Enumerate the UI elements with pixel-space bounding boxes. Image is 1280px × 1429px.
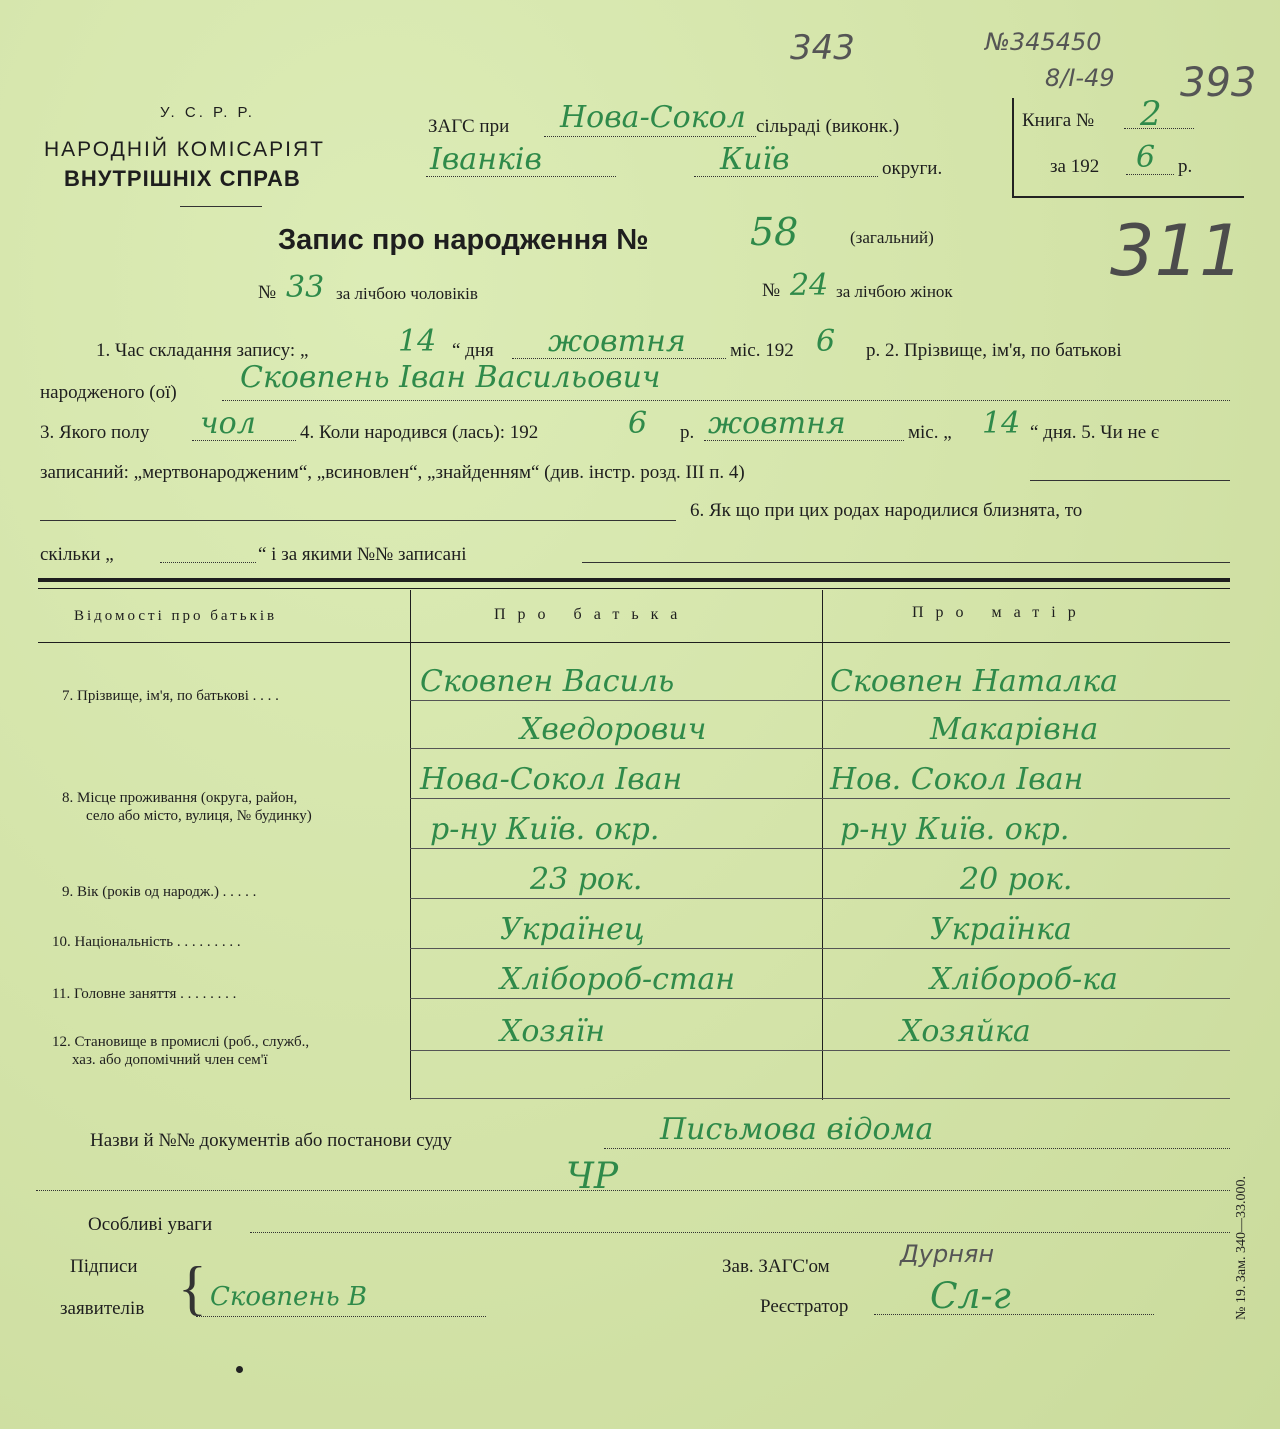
row-line: [410, 848, 1230, 849]
row-line: [410, 798, 1230, 799]
male-count-label: за лічбою чоловіків: [336, 284, 478, 303]
record-number-value: 58: [750, 210, 799, 254]
book-label: Книга №: [1022, 110, 1095, 131]
field4-day-value: 14: [982, 406, 1021, 441]
table-header-mother: Про матір: [912, 604, 1088, 621]
documents-line-2: [36, 1190, 1230, 1191]
documents-label: Назви й №№ документів або постанови суду: [90, 1130, 452, 1151]
head-label: Зав. ЗАГС'ом: [722, 1256, 830, 1277]
row12-label-2: хаз. або допомічний член сем'ї: [72, 1052, 268, 1068]
header-divider: [180, 206, 262, 207]
field6-count-line: [160, 562, 256, 563]
pencil-note-number: 343: [790, 28, 855, 68]
zags-prefix: ЗАГС при: [428, 116, 510, 137]
mother-name-1: Сковпен Наталка: [830, 664, 1119, 699]
row-line: [410, 948, 1230, 949]
signatures-label-2: заявителів: [60, 1298, 145, 1319]
mother-occupation: Хлібороб-ка: [930, 962, 1118, 997]
table-header-father: Про батька: [494, 606, 690, 623]
side-print-code: № 19. Зам. 340—33.000.: [1234, 1176, 1249, 1320]
field1-day-value: 14: [398, 324, 437, 359]
mother-age: 20 рок.: [960, 862, 1073, 897]
field4-year-suffix: р.: [680, 422, 695, 443]
father-residence-1: Нова-Сокол Іван: [420, 762, 683, 797]
row-line: [410, 1050, 1230, 1051]
father-name-2: Хведорович: [520, 712, 707, 747]
father-status: Хозяїн: [500, 1014, 605, 1049]
field1-month-value: жовтня: [548, 324, 686, 359]
zags-village-value: Нова-Сокол: [560, 100, 746, 135]
field2-line: [222, 400, 1230, 401]
record-general-label: (загальний): [850, 228, 934, 247]
table-col-divider-1: [410, 590, 411, 1100]
zags-okrugy-label: округи.: [882, 158, 943, 179]
signatures-label: Підписи: [70, 1256, 138, 1277]
row-line: [410, 998, 1230, 999]
field1-year-label: міс. 192: [730, 340, 794, 361]
pencil-scribble: 311: [1110, 210, 1244, 292]
field4-year-value: 6: [628, 406, 648, 441]
field6-numbers-label: “ і за якими №№ записані: [258, 544, 467, 565]
applicant-signature-line: [196, 1316, 486, 1317]
head-signature: Дурнян: [900, 1240, 995, 1268]
male-count-value: 33: [286, 270, 325, 305]
male-count-prefix: №: [258, 282, 277, 303]
punch-dot: [236, 1366, 243, 1373]
female-count-value: 24: [790, 268, 829, 303]
table-header-info: Відомості про батьків: [74, 608, 278, 624]
zags-village-line: [544, 136, 756, 137]
father-residence-2: р-ну Київ. окр.: [430, 812, 660, 847]
field2-label-start: р. 2. Прізвище, ім'я, по батькові: [866, 340, 1122, 361]
row11-label: 11. Головне заняття . . . . . . . .: [52, 986, 237, 1002]
field6-count-label: скільки „: [40, 544, 114, 565]
row-line: [410, 898, 1230, 899]
field5-label: записаний: „мертвонародженим“, „всиновлен“, „знайденням“ (див. інстр. розд. III п. 4): [40, 462, 745, 483]
field6-prev-line: [40, 520, 676, 521]
zags-okruga-value: Київ: [720, 142, 790, 177]
table-top-rule: [38, 578, 1230, 582]
field3-sex-value: чол: [200, 406, 256, 441]
field4-label: 4. Коли народився (лась): 192: [300, 422, 539, 443]
record-title: Запис про народження №: [278, 224, 649, 256]
notes-label: Особливі уваги: [88, 1214, 213, 1235]
documents-value-2: ЧР: [566, 1156, 619, 1197]
field1-day-label: “ дня: [452, 340, 494, 361]
row9-label: 9. Вік (років од народж.) . . . . .: [62, 884, 257, 900]
zags-raion-value: Іванків: [430, 142, 542, 177]
registrar-signature: Сл-г: [930, 1276, 1011, 1317]
female-count-prefix: №: [762, 280, 781, 301]
field1-label: 1. Час складання запису: „: [96, 340, 309, 361]
commissariat-subtitle: ВНУТРІШНІХ СПРАВ: [64, 166, 301, 191]
father-occupation: Хлібороб-стан: [500, 962, 736, 997]
field6-numbers-line: [582, 562, 1230, 563]
field6-label: 6. Як що при цих родах народилися близнята, то: [690, 500, 1083, 521]
mother-residence-1: Нов. Сокол Іван: [830, 762, 1084, 797]
row7-label: 7. Прізвище, ім'я, по батькові . . . .: [62, 688, 279, 704]
pencil-note-archive: №345450: [985, 28, 1102, 56]
father-nationality: Українец: [500, 912, 645, 947]
female-count-label: за лічбою жінок: [836, 282, 953, 301]
pencil-note-date: 8/I-49: [1045, 64, 1115, 92]
mother-name-2: Макарівна: [930, 712, 1099, 747]
field5-line: [1030, 480, 1230, 481]
ussr-label: У. С. Р. Р.: [160, 104, 255, 121]
book-year-value: 6: [1136, 140, 1156, 175]
row-line: [410, 700, 1230, 701]
commissariat-title: НАРОДНІЙ КОМІСАРІЯТ: [44, 138, 325, 161]
table-top-rule-thin: [38, 588, 1230, 589]
mother-status: Хозяйка: [900, 1014, 1031, 1049]
documents-line: [604, 1148, 1230, 1149]
father-name-1: Сковпен Василь: [420, 664, 675, 699]
field5-label-start: “ дня. 5. Чи не є: [1030, 422, 1160, 443]
signatures-brace: {: [178, 1255, 207, 1321]
book-year-prefix: за 192: [1050, 156, 1100, 177]
row-line: [410, 748, 1230, 749]
field3-label: 3. Якого полу: [40, 422, 150, 443]
row12-label: 12. Становище в промислі (роб., служб.,: [52, 1034, 310, 1050]
pencil-note-page: 393: [1180, 60, 1257, 106]
field2-label: народженого (ої): [40, 382, 177, 403]
applicant-signature: Сковпень В: [210, 1282, 367, 1312]
notes-line: [250, 1232, 1230, 1233]
registrar-label: Реєстратор: [760, 1296, 849, 1317]
father-age: 23 рок.: [530, 862, 643, 897]
field2-name-value: Сковпень Іван Васильович: [240, 360, 661, 395]
table-col-divider-2: [822, 590, 823, 1100]
book-year-suffix: р.: [1178, 156, 1193, 177]
documents-value: Письмова відома: [660, 1112, 934, 1147]
field4-day-label: міс. „: [908, 422, 952, 443]
row-line: [410, 1098, 1230, 1099]
row10-label: 10. Національність . . . . . . . . .: [52, 934, 241, 950]
zags-silradi-label: сільраді (виконк.): [756, 116, 900, 137]
row8-label-2: село або місто, вулиця, № будинку): [86, 808, 312, 824]
field4-month-value: жовтня: [708, 406, 846, 441]
mother-nationality: Українка: [930, 912, 1072, 947]
registrar-line: [874, 1314, 1154, 1315]
table-header-rule: [38, 642, 1230, 643]
row8-label: 8. Місце проживання (округа, район,: [62, 790, 298, 806]
field1-year-value: 6: [816, 324, 836, 359]
mother-residence-2: р-ну Київ. окр.: [840, 812, 1070, 847]
book-number-value: 2: [1140, 94, 1162, 134]
